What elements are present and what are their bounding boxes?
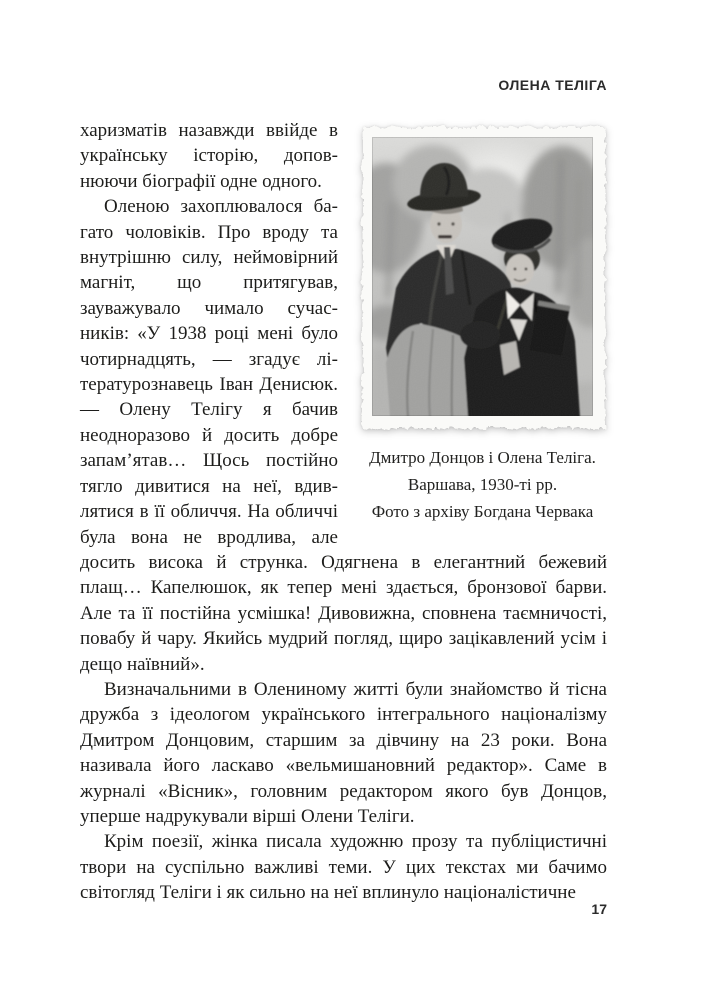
photo-figure: [358, 123, 607, 525]
caption-line-3: Фото з архіву Богдана Червака: [371, 502, 594, 521]
paragraph: Визначальними в Олениному житті були знайомство й тісна дружба з ідеологом українського інтегрального націоналізму Дмитром Донцовим, старшим за дівчину на 23 роки. Вона називала його ласкаво «вельмишановний редактор». Саме в журналі «Вісник», головним редактором якого був Донцов, уперше надрукували вірші Олени Теліги.: [80, 678, 607, 827]
running-head: ОЛЕНА ТЕЛІГА: [498, 77, 607, 93]
paragraph: Оленою захоплювалося багато чоловіків. Про вроду та внутрішню силу, неймовірний магніт, що притягував, зауважувало чимало сучасників: «У 1938 році мені було чотирнадцять, — згадує літературознавець Іван Денисюк. — Олену Телігу я бачив неодноразово й досить добре запам’ятав… Щось постійно тягло дивитися на неї, вдивлятися в її обличчя. На обличчі була вона не вродлива, але досить висока й струнка. Одягнена в елегантний бежевий плащ… Капелюшок, як тепер мені здається, бронзової барви. Але та її постійна усмішка! Дивовижна, сповнена таємничості, повабу й чару. Якийсь мудрий погляд, щиро зацікавлений усім і дещо наївний».: [80, 196, 607, 675]
photo: [358, 123, 607, 430]
photo-image: [358, 123, 607, 430]
page-number: 17: [591, 901, 607, 917]
caption-line-1: Дмитро Донцов і Олена Теліга.: [369, 448, 596, 467]
photo-caption: [358, 444, 607, 525]
paragraph: Крім поезії, жінка писала художню прозу та публіцистичні твори на суспільно важливі теми. У цих текстах ми бачимо світогляд Теліги і як сильно на неї вплинуло націоналістичне: [80, 831, 607, 904]
caption-line-2: Варшава, 1930-ті рр.: [407, 475, 558, 494]
text-block: [80, 118, 607, 906]
paragraph-continuation: харизматів назавжди ввійде в українську історію, доповнюючи біографії одне одного.: [80, 120, 338, 192]
